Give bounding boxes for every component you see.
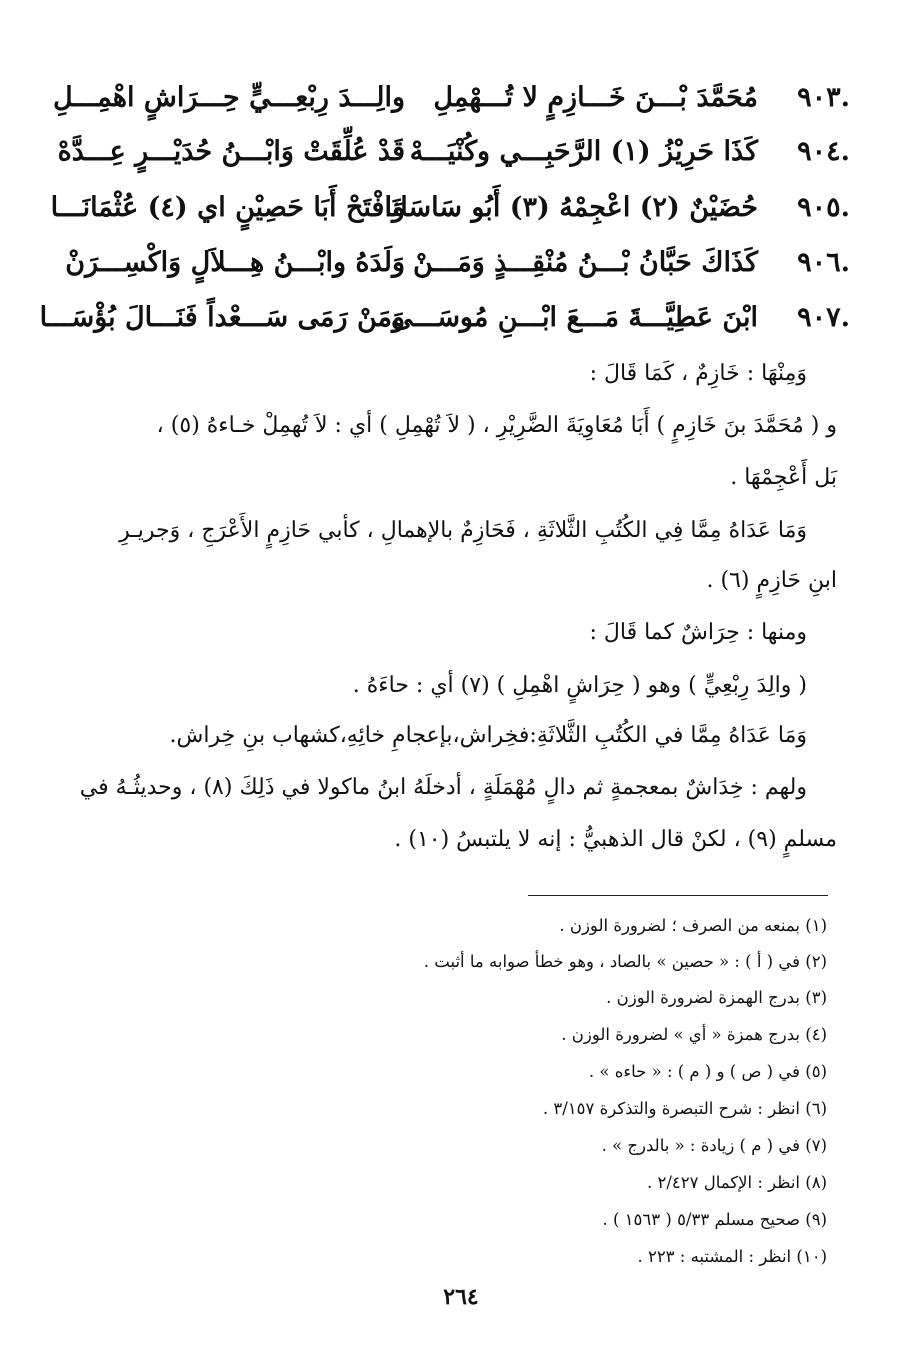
commentary-line: مسلمٍ (٩) ، لكنْ قال الذهبيُّ : إنه لا يلتبسُ (١٠) . xyxy=(394,827,837,852)
commentary-line: ( والِدَ رِبْعِيٍّ ) وهو ( حِرَاشٍ اهْمِلِ ) (٧) أي : حاءَهُ . xyxy=(352,673,807,698)
page-number: ٢٦٤ xyxy=(443,1284,479,1310)
commentary-line: ومنها : حِرَاشٌ كما قَالَ : xyxy=(589,620,807,645)
verse-first-hemistich: كَذَاكَ حَبَّانُ بْـــنُ مُنْقِـــذٍ وَمَـــنْ xyxy=(412,247,758,278)
verse-number: ٩٠٤. xyxy=(797,136,850,167)
verse-second-hemistich: والِـــدَ رِبْعِـــيٍّ حِـــرَاشٍ اهْمِـــلِ xyxy=(53,82,405,113)
commentary-line: ولهم : خِدَاشٌ بمعجمةٍ ثم دالٍ مُهْمَلَةٍ ، أدخلَهُ ابنُ ماكولا في ذَلِكَ (٨) ، وحديثُـهُ في xyxy=(79,775,807,800)
commentary-line: وَمَا عَدَاهُ مِمَّا فِي الكُتُبِ الثَّلاثَةِ ، فَحَازِمٌ بالإهمالِ ، كأبي حَازِمٍ الأَعْرَجِ ، وَجريـرِ xyxy=(119,518,807,543)
verse-first-hemistich: حُضَيْنٌ (٢) اعْجِمْهُ (٣) أَبُو سَاسَانَا xyxy=(384,192,758,223)
footnote: (٥) في ( ص ) و ( م ) : « حاءه » . xyxy=(588,1062,827,1081)
footnote: (١) بمنعه من الصرف ؛ لضرورة الوزن . xyxy=(559,916,827,935)
footnote: (٩) صحيح مسلم ٥/٣٣ ( ١٥٦٣ ) . xyxy=(602,1210,827,1229)
verse-number: ٩٠٧. xyxy=(797,302,850,333)
footnote: (٤) بدرج همزة « أي » لضرورة الوزن . xyxy=(561,1025,827,1044)
verse-number: ٩٠٣. xyxy=(797,82,850,113)
commentary-line: وَمِنْهَا : خَازِمٌ ، كَمَا قَالَ : xyxy=(589,361,807,386)
verse-line xyxy=(50,186,850,230)
verse-second-hemistich: وَلَدَهُ وابْـــنُ هِـــلاَلٍ وَاكْسِـــرَنْ xyxy=(65,247,405,278)
verse-number: ٩٠٦. xyxy=(797,247,850,278)
verse-line xyxy=(39,296,850,340)
verse-second-hemistich: وَمَنْ رَمَى سَـــعْداً فَنَـــالَ بُؤْسَـــا xyxy=(39,302,405,333)
commentary-line: بَل أَعْجِمْهَا . xyxy=(730,465,837,490)
footnote: (٦) انظر : شرح التبصرة والتذكرة ٣/١٥٧ . xyxy=(542,1099,827,1118)
footnote: (٧) في ( م ) زيادة : « بالدرج » . xyxy=(601,1136,827,1155)
verse-first-hemistich: مُحَمَّدَ بْـــنَ خَـــازِمٍ لا تُـــهْمِلِ xyxy=(433,82,758,113)
footnote-separator xyxy=(528,895,828,896)
verse-second-hemistich: وَافْتَحْ أَبَا حَصِيْنٍ اي (٤) عُثْمَانَـــا xyxy=(50,192,405,223)
verse-second-hemistich: قَدْ عُلِّقَتْ وَابْـــنُ حُدَيْـــرٍ عِـــدَّهْ xyxy=(57,136,405,167)
verse-first-hemistich: ابْنَ عَطِيَّـــةَ مَـــعَ ابْـــنِ مُوسَـــى xyxy=(391,302,758,333)
footnote: (٨) انظر : الإكمال ٢/٤٢٧ . xyxy=(646,1173,827,1192)
footnote: (٢) في ( أ ) : « حصين » بالصاد ، وهو خطأ صوابه ما أثبت . xyxy=(423,952,827,971)
commentary-line: وَمَا عَدَاهُ مِمَّا في الكُتُبِ الثَّلاثَةِ:فخِراش،بإعجامِ خائِهِ،كشهاب بنِ خِراش. xyxy=(169,723,807,748)
verse-line xyxy=(60,241,850,285)
footnote: (٣) بدرج الهمزة لضرورة الوزن . xyxy=(606,988,827,1007)
commentary-line: و ( مُحَمَّدَ بنَ خَازِمٍ ) أَبَا مُعَاوِيَةَ الضَّرِيْرِ ، ( لاَ تُهْمِلِ ) أي : لاَ تُهمِلْ خـاءهُ (٥) ، xyxy=(156,413,837,438)
footnote: (١٠) انظر : المشتبه : ٢٢٣ . xyxy=(637,1247,827,1266)
commentary-line: ابنِ حَازِمٍ (٦) . xyxy=(706,568,837,593)
verse-line xyxy=(57,130,850,174)
verse-first-hemistich: كَذَا حَرِيْزُ (١) الرَّحَبِـــي وكُنْيَـــهْ xyxy=(409,136,758,167)
verse-line xyxy=(53,76,850,120)
verse-number: ٩٠٥. xyxy=(797,192,850,223)
